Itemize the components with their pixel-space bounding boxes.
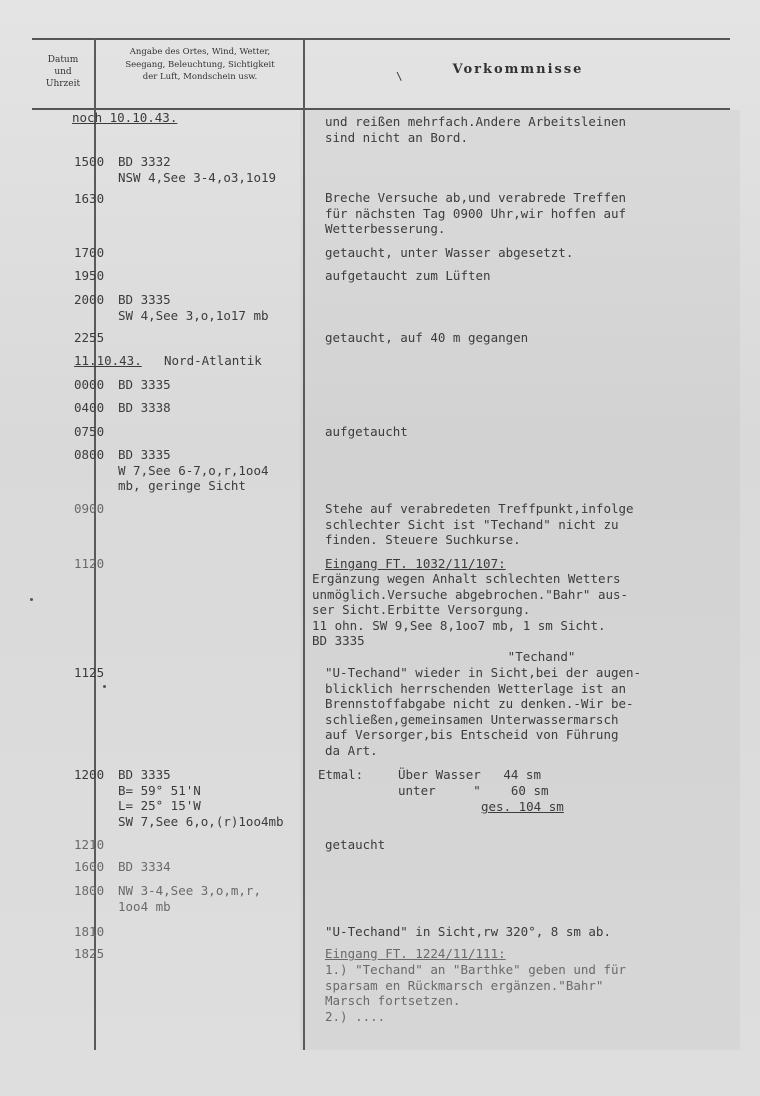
- entry-time: 1210: [74, 837, 105, 852]
- event-text: und reißen mehrfach.Andere Arbeitsleinen sind nicht an Bord.: [325, 114, 627, 145]
- entry-time: 1600: [74, 859, 105, 874]
- sea-area: Nord-Atlantik: [164, 353, 262, 368]
- entry-time: 0900: [74, 501, 105, 516]
- radio-message-heading: Eingang FT. 1032/11/107:: [325, 556, 506, 571]
- radio-message-text: Ergänzung wegen Anhalt schlechten Wetters unmöglich.Versuche abgebrochen."Bahr" aus- ser Sicht.Erbitte Versorgung. 11 ohn. SW 9,See 8,1oo7 mb, 1 sm Sicht. BD 3335 "Techand": [312, 571, 629, 664]
- entry-time: 1200: [74, 767, 105, 782]
- entry-time: 2000: [74, 292, 105, 307]
- header-date-column: Datum und Uhrzeit: [45, 55, 81, 89]
- header-tick-mark: \: [396, 70, 403, 83]
- event-text: Breche Versuche ab,und verabrede Treffen für nächsten Tag 0900 Uhr,wir hoffen auf Wetterbesserung.: [325, 190, 627, 236]
- etmal-total: ges. 104 sm: [481, 799, 564, 814]
- position-weather: BD 3334: [118, 859, 171, 874]
- event-text: getaucht: [325, 837, 386, 852]
- entry-time: 1700: [74, 245, 105, 260]
- entry-time: 2255: [74, 330, 105, 345]
- entry-time: 0800: [74, 447, 105, 462]
- position-weather: NW 3-4,See 3,o,m,r, 1oo4 mb: [118, 883, 261, 914]
- position-weather: BD 3338: [118, 400, 171, 415]
- radio-message-text: 1.) "Techand" an "Barthke" geben und für sparsam en Rückmarsch ergänzen."Bahr" Marsch fortsetzen. 2.) ....: [325, 962, 627, 1024]
- column-divider-place: [303, 38, 305, 1050]
- position-weather: BD 3332 NSW 4,See 3-4,o3,1o19: [118, 154, 277, 185]
- position-weather: BD 3335 SW 4,See 3,o,1o17 mb: [118, 292, 269, 323]
- continued-date: noch 10.10.43.: [72, 110, 178, 125]
- event-text: getaucht, auf 40 m gegangen: [325, 330, 529, 345]
- etmal-label: Etmal:: [318, 767, 364, 782]
- entry-time: 1950: [74, 268, 105, 283]
- ink-speck: [30, 598, 33, 601]
- position-weather: BD 3335 W 7,See 6-7,o,r,1oo4 mb, geringe Sicht: [118, 447, 269, 493]
- header-event-column: Vorkommnisse: [452, 62, 584, 77]
- entry-time: 0750: [74, 424, 105, 439]
- event-text: Stehe auf verabredeten Treffpunkt,infolge schlechter Sicht ist "Techand" nicht zu finden. Steuere Suchkurse.: [325, 501, 634, 547]
- entry-time: 1825: [74, 946, 105, 961]
- radio-message-heading: Eingang FT. 1224/11/111:: [325, 946, 506, 961]
- position-weather: BD 3335: [118, 377, 171, 392]
- table-top-rule: [32, 38, 730, 40]
- entry-time: 1500: [74, 154, 105, 169]
- event-text: aufgetaucht: [325, 424, 408, 439]
- noon-position: BD 3335 B= 59° 51'N L= 25° 15'W SW 7,See 6,o,(r)1oo4mb: [118, 767, 284, 829]
- entry-time: 1630: [74, 191, 105, 206]
- entry-time: 1125: [74, 665, 105, 680]
- event-text: getaucht, unter Wasser abgesetzt.: [325, 245, 574, 260]
- etmal-distances: Über Wasser 44 sm unter " 60 sm: [398, 767, 549, 798]
- entry-time: 1810: [74, 924, 105, 939]
- ink-speck: [103, 685, 106, 688]
- entry-time: 1120: [74, 556, 105, 571]
- entry-time: 0400: [74, 400, 105, 415]
- event-text: aufgetaucht zum Lüften: [325, 268, 491, 283]
- new-day-date: 11.10.43.: [74, 353, 142, 368]
- event-text: "U-Techand" in Sicht,rw 320°, 8 sm ab.: [325, 924, 611, 939]
- entry-time: 1800: [74, 883, 105, 898]
- event-text: "U-Techand" wieder in Sicht,bei der augen- blicklich herrschenden Wetterlage ist an Brennstoffabgabe nicht zu denken.-Wir be- schließen,gemeinsamen Unterwassermarsch auf Versorger,bis Entscheid von Führung da Art.: [325, 665, 642, 758]
- entry-time: 0000: [74, 377, 105, 392]
- header-place-column: Angabe des Ortes, Wind, Wetter, Seegang, Beleuchtung, Sichtigkeit der Luft, Mondschein usw.: [125, 47, 275, 82]
